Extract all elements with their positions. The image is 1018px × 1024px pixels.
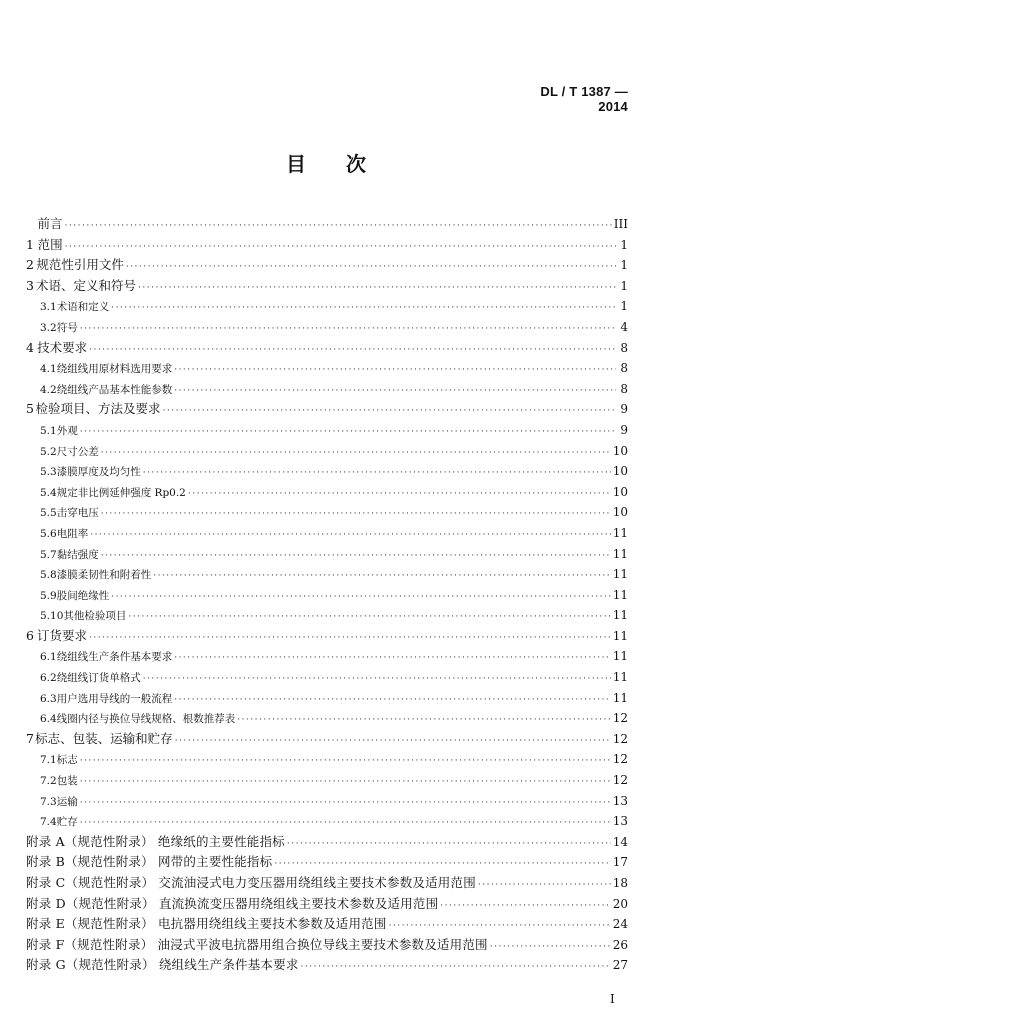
toc-entry[interactable] (26, 708, 628, 729)
toc-entry-label: 检验项目、方法及要求 (35, 401, 161, 417)
toc-entry-number: 7.4 (40, 816, 57, 829)
toc-leader-dots (478, 875, 611, 896)
toc-leader-dots (80, 422, 616, 443)
toc-entry-page: 1 (620, 299, 628, 314)
toc-entry[interactable] (26, 482, 628, 503)
toc-entry[interactable] (26, 605, 628, 626)
toc-leader-dots (153, 566, 611, 587)
toc-entry[interactable] (26, 502, 628, 523)
toc-entry-label: 漆膜柔韧性和附着性 (56, 569, 152, 582)
toc-entry-number: 5.3 (40, 466, 57, 479)
toc-entry-number: 6.1 (40, 651, 57, 664)
toc-leader-dots (163, 401, 616, 422)
toc-leader-dots (301, 957, 611, 978)
toc-leader-dots (174, 360, 616, 381)
toc-entry-number: 5.5 (40, 507, 57, 520)
toc-entry-label: 黏结强度 (56, 548, 99, 561)
toc-entry-label: 用户选用导线的一般流程 (56, 692, 173, 705)
toc-entry-number: 3.1 (40, 301, 57, 314)
toc-entry-page: 11 (612, 670, 628, 685)
toc-entry-number: 5.10 (40, 610, 64, 623)
toc-entry-page: 8 (620, 340, 628, 355)
toc-entry-page: 10 (612, 443, 628, 458)
toc-entry-number: 5.9 (40, 589, 57, 602)
toc-entry-label: 尺寸公差 (56, 445, 99, 458)
toc-entry-label: 符号 (56, 321, 78, 334)
toc-leader-dots (138, 278, 616, 299)
toc-leader-dots (101, 504, 611, 525)
toc-entry[interactable] (26, 379, 628, 400)
toc-entry[interactable] (26, 832, 628, 853)
toc-entry[interactable] (26, 811, 628, 832)
toc-entry-page: 13 (612, 814, 628, 829)
toc-entry-page: 20 (612, 896, 628, 911)
page-title (286, 148, 366, 177)
toc-leader-dots (80, 793, 611, 814)
toc-entry-number: 5.6 (40, 527, 57, 540)
toc-entry-number: 6.4 (40, 713, 57, 726)
toc-entry[interactable] (26, 729, 628, 750)
toc-entry[interactable] (26, 461, 628, 482)
toc-entry[interactable] (26, 626, 628, 647)
toc-entry-page: 10 (612, 464, 628, 479)
toc-entry-label: 规范性引用文件 (36, 257, 124, 273)
toc-entry-label: 股间绝缘性 (56, 589, 110, 602)
toc-leader-dots (80, 751, 611, 772)
toc-entry-number: 7.3 (40, 795, 57, 808)
toc-entry-number: 6 (26, 627, 34, 643)
toc-entry-page: III (613, 217, 628, 231)
toc-entry-page: 1 (620, 258, 628, 273)
toc-leader-dots (174, 648, 611, 669)
toc-entry-page: 1 (620, 237, 628, 252)
toc-leader-dots (143, 463, 611, 484)
toc-entry-label: 漆膜厚度及均匀性 (56, 466, 141, 479)
toc-entry-number: 2 (26, 257, 34, 273)
toc-entry-label: 前言 (37, 216, 63, 231)
toc-entry-number: 4.1 (40, 363, 57, 376)
toc-entry-number: 5.4 (40, 486, 57, 499)
toc-entry[interactable] (26, 338, 628, 359)
toc-entry-label: 术语、定义和符号 (36, 277, 137, 293)
toc-entry-number: 7.2 (40, 775, 57, 788)
toc-entry[interactable] (26, 585, 628, 606)
toc-entry-number: 7 (26, 730, 34, 746)
toc-entry[interactable] (26, 235, 628, 256)
toc-leader-dots (237, 710, 611, 731)
toc-entry-label: 技术要求 (37, 339, 88, 355)
toc-entry-label: 规定非比例延伸强度 Rp0.2 (56, 486, 186, 499)
toc-leader-dots (287, 834, 611, 855)
toc-entry-page: 1 (620, 278, 628, 293)
toc-entry-label: 附录 B（规范性附录） 网带的主要性能指标 (26, 854, 273, 870)
toc-entry-label: 运输 (56, 795, 78, 808)
toc-entry-page: 11 (612, 546, 628, 561)
toc-entry-label: 绕组线生产条件基本要求 (56, 651, 173, 664)
standard-code: DL / T 1387 — 2014 (540, 84, 628, 114)
toc-entry-page: 11 (612, 525, 628, 540)
toc-entry[interactable] (26, 667, 628, 688)
toc-entry[interactable] (26, 646, 628, 667)
title-part-1: 目 (286, 152, 306, 176)
toc-entry[interactable] (26, 894, 628, 915)
toc-leader-dots (188, 484, 611, 505)
toc-leader-dots (90, 525, 611, 546)
toc-entry-number: 5.1 (40, 424, 57, 437)
toc-entry[interactable] (26, 276, 628, 297)
toc-leader-dots (174, 690, 611, 711)
toc-leader-dots (490, 937, 611, 958)
toc-entry-page: 27 (612, 958, 628, 973)
toc-entry-label: 标志、包装、运输和贮存 (35, 730, 173, 746)
toc-entry-label: 线圈内径与换位导线规格、根数推荐表 (56, 713, 236, 726)
toc-leader-dots (80, 772, 611, 793)
toc-entry-number: 5.7 (40, 548, 57, 561)
toc-entry-label: 包装 (56, 775, 78, 788)
toc-entry-label: 附录 G（规范性附录） 绕组线生产条件基本要求 (26, 957, 299, 973)
toc-entry-number: 6.2 (40, 672, 57, 685)
toc-entry[interactable] (26, 317, 628, 338)
toc-entry-label: 外观 (56, 424, 78, 437)
toc-leader-dots (440, 896, 610, 917)
title-part-2: 次 (346, 152, 366, 176)
toc-entry-page: 10 (612, 484, 628, 499)
toc-entry-page: 12 (612, 711, 628, 726)
toc-entry-label: 范围 (37, 236, 63, 252)
toc-entry[interactable] (26, 441, 628, 462)
toc-entry-label: 术语和定义 (56, 301, 110, 314)
toc-entry-label: 其他检验项目 (63, 610, 127, 623)
toc-entry-number: 3 (26, 277, 34, 293)
toc-entry-page: 11 (612, 567, 628, 582)
page-number: I (610, 992, 615, 1006)
toc-entry-number: 4 (26, 339, 34, 355)
toc-entry[interactable] (26, 358, 628, 379)
toc-entry[interactable] (26, 255, 628, 276)
toc-entry-number: 1 (26, 236, 34, 252)
toc-entry[interactable] (26, 296, 628, 317)
toc-leader-dots (101, 546, 611, 567)
toc-entry[interactable] (26, 955, 628, 976)
toc-entry[interactable] (26, 770, 628, 791)
toc-entry-number: 7.1 (40, 754, 57, 767)
toc-entry-page: 4 (620, 319, 628, 334)
toc-entry[interactable] (26, 749, 628, 770)
toc-entry-page: 17 (612, 855, 628, 870)
toc-entry[interactable] (26, 852, 628, 873)
toc-leader-dots (111, 587, 611, 608)
toc-entry-page: 12 (612, 752, 628, 767)
toc-leader-dots (111, 298, 616, 319)
toc-leader-dots (389, 916, 611, 937)
toc-leader-dots (274, 854, 610, 875)
toc-entry-label: 附录 C（规范性附录） 交流油浸式电力变压器用绕组线主要技术参数及适用范围 (26, 875, 476, 890)
toc-leader-dots (65, 237, 616, 258)
toc-leader-dots (101, 443, 611, 464)
toc-entry-page: 9 (620, 422, 628, 437)
toc-leader-dots (175, 731, 611, 752)
toc-entry-number: 5.8 (40, 569, 57, 582)
toc-leader-dots (143, 669, 611, 690)
toc-entry-label: 绕组线用原材料选用要求 (56, 363, 173, 376)
toc-entry-page: 8 (620, 381, 628, 396)
toc-entry-page: 26 (612, 937, 628, 952)
toc-entry-page: 11 (612, 628, 628, 643)
toc-entry[interactable] (26, 688, 628, 709)
toc-entry-label: 订货要求 (36, 627, 87, 643)
toc-entry-label: 附录 A（规范性附录） 绝缘纸的主要性能指标 (26, 833, 285, 849)
toc-entry-label: 附录 E（规范性附录） 电抗器用绕组线主要技术参数及适用范围 (26, 916, 387, 932)
toc-entry-label: 标志 (56, 754, 78, 767)
toc-entry-page: 14 (612, 834, 628, 849)
toc-leader-dots (80, 813, 611, 834)
toc-entry-number: 6.3 (40, 692, 57, 705)
toc-entry-page: 11 (612, 690, 628, 705)
toc-entry-page: 11 (612, 649, 628, 664)
toc-entry-label: 绕组线订货单格式 (56, 672, 141, 685)
toc-entry[interactable] (26, 420, 628, 441)
toc-entry-number: 5 (26, 401, 34, 417)
table-of-contents (26, 214, 628, 976)
toc-leader-dots (126, 257, 616, 278)
toc-entry-page: 9 (620, 402, 628, 417)
toc-leader-dots (65, 216, 612, 237)
toc-entry-page: 12 (612, 731, 628, 746)
toc-entry[interactable] (26, 791, 628, 812)
toc-leader-dots (89, 628, 611, 649)
toc-entry[interactable] (26, 544, 628, 565)
toc-entry-page: 11 (612, 587, 628, 602)
toc-entry-page: 11 (612, 608, 628, 623)
toc-leader-dots (80, 319, 616, 340)
toc-entry-label: 电阻率 (56, 527, 89, 540)
toc-entry-label: 贮存 (56, 816, 78, 829)
toc-entry-number: 3.2 (40, 321, 57, 334)
toc-entry-label: 击穿电压 (56, 507, 99, 520)
toc-entry[interactable] (26, 873, 628, 894)
toc-leader-dots (128, 607, 610, 628)
toc-entry[interactable] (26, 564, 628, 585)
toc-entry-number: 5.2 (40, 445, 57, 458)
toc-entry-page: 10 (612, 505, 628, 520)
toc-entry-label: 附录 D（规范性附录） 直流换流变压器用绕组线主要技术参数及适用范围 (26, 895, 439, 911)
toc-entry[interactable] (26, 399, 628, 420)
toc-entry-page: 18 (612, 876, 628, 890)
toc-entry[interactable] (26, 914, 628, 935)
toc-entry-page: 8 (620, 361, 628, 376)
toc-entry-number: 4.2 (40, 383, 57, 396)
toc-entry-page: 12 (612, 773, 628, 788)
toc-entry-label: 绕组线产品基本性能参数 (56, 383, 173, 396)
toc-entry-label: 附录 F（规范性附录） 油浸式平波电抗器用组合换位导线主要技术参数及适用范围 (26, 936, 488, 952)
toc-leader-dots (174, 381, 616, 402)
toc-entry[interactable] (26, 935, 628, 956)
toc-entry-page: 13 (612, 793, 628, 808)
toc-entry-page: 24 (612, 917, 628, 932)
toc-entry[interactable] (26, 523, 628, 544)
toc-entry[interactable] (26, 214, 628, 235)
toc-leader-dots (89, 340, 616, 361)
